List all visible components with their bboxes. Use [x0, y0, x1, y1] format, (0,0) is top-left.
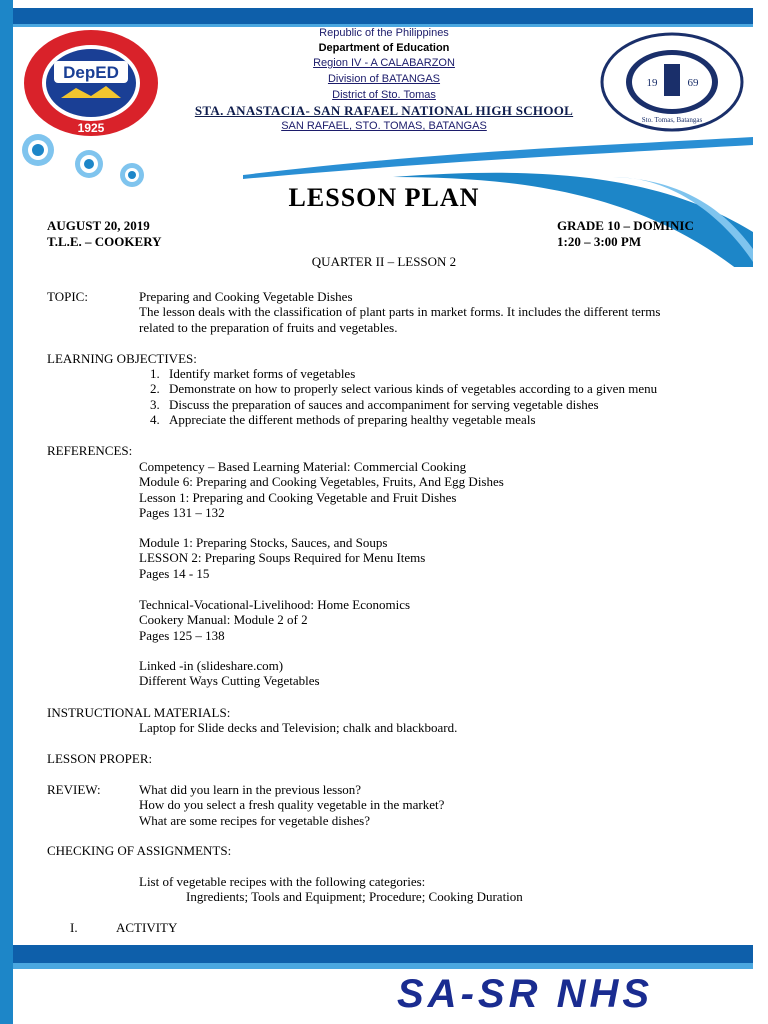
- letterhead-line-2: Department of Education: [318, 42, 450, 54]
- references-group-3: [139, 597, 729, 643]
- topic-content: [139, 289, 729, 335]
- activity-numeral: I.: [70, 920, 78, 935]
- reference-line: Linked -in (slideshare.com): [139, 658, 284, 673]
- references-label: REFERENCES:: [47, 443, 133, 458]
- page-border-bottom-accent: [13, 963, 753, 969]
- review-question: What are some recipes for vegetable dishes?: [139, 812, 371, 828]
- quarter-heading: QUARTER II – LESSON 2: [311, 254, 457, 269]
- reference-line: Technical-Vocational-Livelihood: Home Economics: [139, 597, 411, 612]
- seal-year-right: 69: [687, 77, 699, 89]
- review-question: How do you select a fresh quality vegetable in the market?: [139, 797, 445, 813]
- review-label: REVIEW:: [47, 782, 101, 797]
- seal-year-left: 19: [646, 77, 658, 89]
- school-name: [0, 103, 768, 120]
- review-questions: [139, 782, 729, 828]
- reference-line: Different Ways Cutting Vegetables: [139, 673, 320, 689]
- references-group-2: [139, 535, 729, 581]
- seal-year: 1925: [77, 121, 105, 135]
- assignments-label: CHECKING OF ASSIGNMENTS:: [47, 843, 232, 858]
- lesson-subject: T.L.E. – COOKERY: [47, 234, 162, 249]
- review-question: What did you learn in the previous lesson?: [139, 782, 362, 797]
- seal-bottom-text: Sto. Tomas, Batangas: [641, 116, 703, 124]
- reference-line: Competency – Based Learning Material: Commercial Cooking: [139, 459, 467, 474]
- topic-label: TOPIC:: [47, 289, 88, 304]
- reference-line: Pages 125 – 138: [139, 627, 225, 643]
- reference-line: Lesson 1: Preparing and Cooking Vegetable and Fruit Dishes: [139, 489, 457, 505]
- reference-line: Pages 131 – 132: [139, 505, 225, 521]
- page-border-left: [0, 0, 13, 1024]
- assignments-categories: Ingredients; Tools and Equipment; Procedure; Cooking Duration: [186, 889, 523, 904]
- lesson-time: 1:20 – 3:00 PM: [557, 234, 642, 249]
- letterhead-line-5: District of Sto. Tomas: [332, 89, 436, 101]
- topic-description-2: related to the preparation of fruits and vegetables.: [139, 319, 398, 335]
- objective-item: 3. Discuss the preparation of sauces and accompaniment for serving vegetable dishes: [163, 397, 729, 412]
- school-name-text: STA. ANASTACIA- SAN RAFAEL NATIONAL HIGH SCHOOL: [194, 103, 574, 118]
- page-border-top: [13, 8, 753, 24]
- objective-item: 1. Identify market forms of vegetables: [163, 366, 729, 381]
- lesson-grade: GRADE 10 – DOMINIC: [557, 218, 694, 233]
- materials-label: INSTRUCTIONAL MATERIALS:: [47, 705, 231, 720]
- footer-school-logo: SA-SR NHS: [397, 972, 654, 1016]
- lesson-proper-label: LESSON PROPER:: [47, 751, 153, 766]
- letterhead-line-1: Republic of the Philippines: [319, 27, 449, 39]
- materials-text: Laptop for Slide decks and Television; chalk and blackboard.: [139, 720, 458, 735]
- lesson-date: AUGUST 20, 2019: [47, 218, 150, 233]
- activity-heading: ACTIVITY: [116, 920, 178, 935]
- reference-line: Pages 14 - 15: [139, 565, 210, 581]
- assignments-text: List of vegetable recipes with the following categories:: [139, 874, 426, 889]
- objective-item: 2. Demonstrate on how to properly select various kinds of vegetables according to a given menu: [163, 381, 729, 396]
- reference-line: LESSON 2: Preparing Soups Required for Menu Items: [139, 550, 426, 566]
- references-group-4: [139, 658, 729, 689]
- references-group-1: [139, 459, 729, 521]
- objective-item: 4. Appreciate the different methods of preparing healthy vegetable meals: [163, 412, 729, 427]
- reference-line: Module 1: Preparing Stocks, Sauces, and Soups: [139, 535, 388, 550]
- reference-line: Cookery Manual: Module 2 of 2: [139, 612, 308, 628]
- letterhead-line-4: Division of BATANGAS: [327, 73, 441, 85]
- school-address: SAN RAFAEL, STO. TOMAS, BATANGAS: [281, 120, 487, 132]
- topic-description-1: The lesson deals with the classification of plant parts in market forms. It includes the different terms: [139, 304, 661, 320]
- objectives-list: [139, 366, 729, 428]
- topic-title: Preparing and Cooking Vegetable Dishes: [139, 289, 353, 304]
- page-title: LESSON PLAN: [288, 183, 480, 212]
- reference-line: Module 6: Preparing and Cooking Vegetables, Fruits, And Egg Dishes: [139, 474, 504, 490]
- seal-center-text: DepED: [63, 63, 119, 82]
- letterhead-line-3: Region IV - A CALABARZON: [313, 57, 455, 69]
- circles-decoration: [18, 130, 158, 190]
- objectives-label: LEARNING OBJECTIVES:: [47, 351, 197, 366]
- page-border-bottom: [13, 945, 753, 963]
